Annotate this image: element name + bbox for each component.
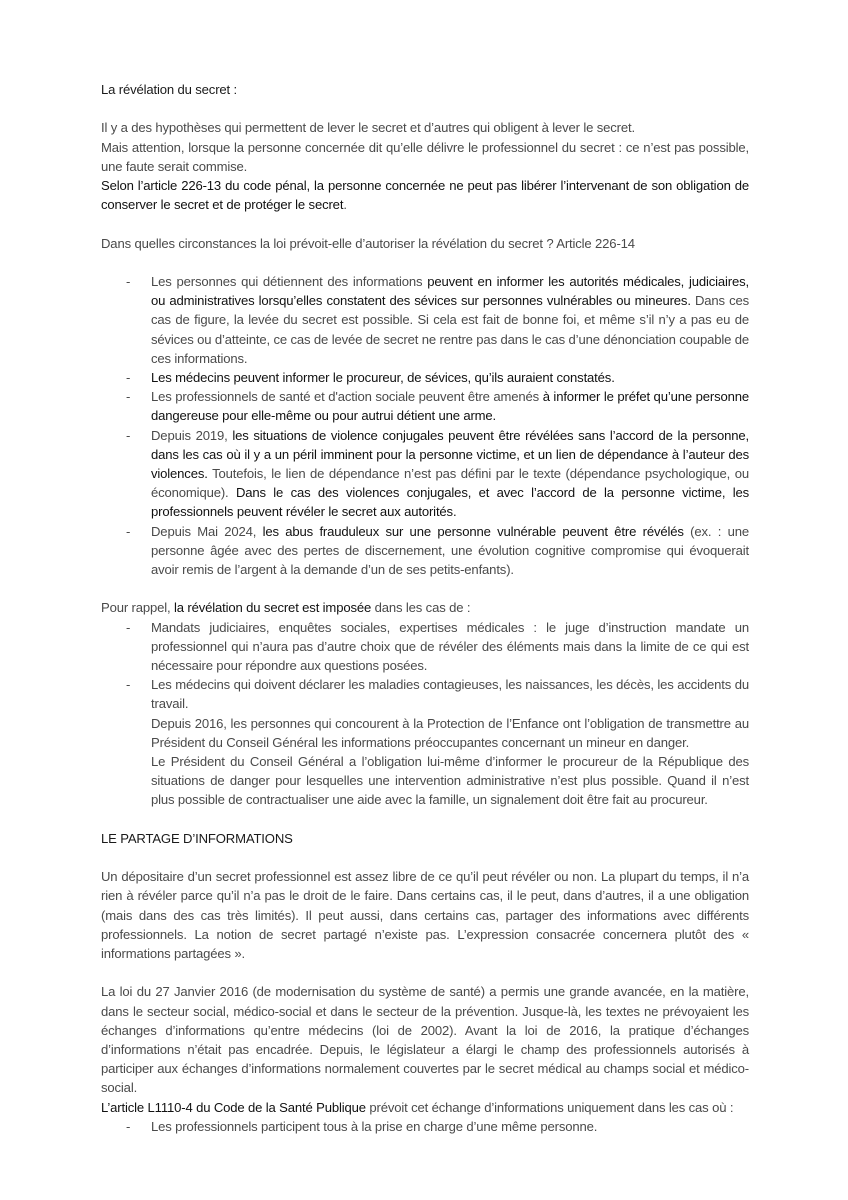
dash-bullet: - <box>126 427 131 443</box>
intro-article-226-13: Selon l’article 226-13 du code pénal, la personne concernée ne peut pas libérer l’intervenant de son obligation de conserver le secret et de protéger le secret. <box>101 178 749 213</box>
dash-bullet: - <box>126 523 131 539</box>
list-item: - Les professionnels participent tous à la prise en charge d’une même personne. <box>101 1117 749 1136</box>
list-item: - Mandats judiciaires, enquêtes sociales, expertises médicales : le juge d’instruction mandate un professionnel qui n’aura pas d’autre choix que de révéler des éléments mais dans la limite de ce qui est nécessaire pour répondre aux questions posées. <box>126 619 749 674</box>
list-item: - Depuis 2019, les situations de violence conjugales peuvent être révélées sans l’accord de la personne, dans les cas où il y a un péril imminent pour la personne victime, et un lien de dépendance à l’auteur des violences. Toutefois, le lien de dépendance n’est pas défini par le texte (dépendance psychologique, ou économique). Dans le cas des violences conjugales, et avec l’accord de la personne victime, les professionnels peuvent révéler le secret aux autorités. <box>126 427 749 520</box>
intro-strong: Selon l’article 226-13 du code pénal, la personne concernée ne peut pas libérer l’intervenant de son obligation de conserver le secret et de protéger le secret <box>101 178 749 213</box>
partage-conditions-list <box>101 1117 749 1136</box>
dash-bullet: - <box>126 677 131 693</box>
list-item: - Depuis Mai 2024, les abus frauduleux sur une personne vulnérable peuvent être révélés (ex. : une personne âgée avec des pertes de discernement, une évolution cognitive compromise qui évoquerait avoir remis de l’argent à la demande d’un de ses petits-enfants). <box>126 523 749 578</box>
dash-bullet: - <box>126 1118 131 1134</box>
question-article-226-14: Dans quelles circonstances la loi prévoit-elle d’autoriser la révélation du secret ? Article 226-14 <box>101 235 635 251</box>
partage-paragraph-2: La loi du 27 Janvier 2016 (de modernisation du système de santé) a permis une grande avancée, en la matière, dans le secteur social, médico-social et dans le secteur de la prévention. Jusque-là, les textes ne prévoyaient les échanges d’informations qu’entre médecins (loi de 2002). Avant la loi de 2016, la pratique d’échanges d’informations n’était pas encadrée. Depuis, le législateur a élargi le champ des professionnels autorisés à participer aux échanges d’informations normalement couvertes par le secret médical au champs social et médico-social. <box>101 984 749 1096</box>
partage-paragraph-1: Un dépositaire d’un secret professionnel est assez libre de ce qu’il peut révéler ou non. La plupart du temps, il n’a rien à révéler parce qu’il n’a pas le droit de le faire. Dans certains cas, il le peut, dans d’autres, il a une obligation (mais dans des cas très limités). Il peut aussi, dans certains cas, partager des informations avec différents professionnels. La notion de secret partagé n’existe pas. L’expression consacrée concernera plutôt des « informations partagées ». <box>101 869 749 962</box>
imposed-list <box>101 618 749 714</box>
list-item: - Les professionnels de santé et d'action sociale peuvent être amenés à informer le préfet qu’une personne dangereuse pour elle-même ou pour autrui détient une arme. <box>126 389 749 424</box>
president-conseil-paragraph: Le Président du Conseil Général a l’obligation lui-même d’informer le procureur de la République des situations de danger pour lesquelles une intervention administrative n’est plus possible. Quand il n’est plus possible de contractualiser une aide avec la famille, un signalement doit être fait au procureur. <box>151 754 749 808</box>
protection-enfance-paragraph: Depuis 2016, les personnes qui concourent à la Protection de l’Enfance ont l’obligation de transmettre au Président du Conseil Général les informations préoccupantes concernant un mineur en danger. <box>151 715 749 750</box>
intro-line-2: Mais attention, lorsque la personne concernée dit qu’elle délivre le professionnel du secret : ce n’est pas possible, une faute serait commise. <box>101 139 749 174</box>
document-page <box>101 80 749 1136</box>
section-title-revelation: La révélation du secret : <box>101 82 237 97</box>
authorized-list <box>101 272 749 579</box>
list-item: - Les médecins peuvent informer le procureur, de sévices, qu’ils auraient constatés. <box>101 368 749 387</box>
section-title-partage: LE PARTAGE D’INFORMATIONS <box>101 830 293 846</box>
dash-bullet: - <box>126 273 131 289</box>
dash-bullet: - <box>126 619 131 635</box>
list-item: - Les personnes qui détiennent des informations peuvent en informer les autorités médicales, judiciaires, ou administratives lorsqu’elles constatent des sévices sur personnes vulnérables ou mineures. Dans ces cas de figure, la levée du secret est possible. Si cela est fait de bonne foi, et même s’il n’y a pas eu de sévices ou d’atteinte, ce cas de levée de secret ne rentre pas dans le cas d’une dénonciation coupable de ces informations. <box>126 273 750 366</box>
dash-bullet: - <box>126 389 131 405</box>
intro-line-1: Il y a des hypothèses qui permettent de lever le secret et d’autres qui obligent à lever le secret. <box>101 120 635 136</box>
dash-bullet: - <box>126 370 131 385</box>
article-l1110-4-paragraph: L’article L1110-4 du Code de la Santé Publique prévoit cet échange d’informations uniquement dans les cas où : <box>101 1099 734 1115</box>
list-item: - Les médecins qui doivent déclarer les maladies contagieuses, les naissances, les décès, les accidents du travail. <box>126 677 749 712</box>
reminder-imposed: Pour rappel, la révélation du secret est imposée dans les cas de : <box>101 600 471 616</box>
